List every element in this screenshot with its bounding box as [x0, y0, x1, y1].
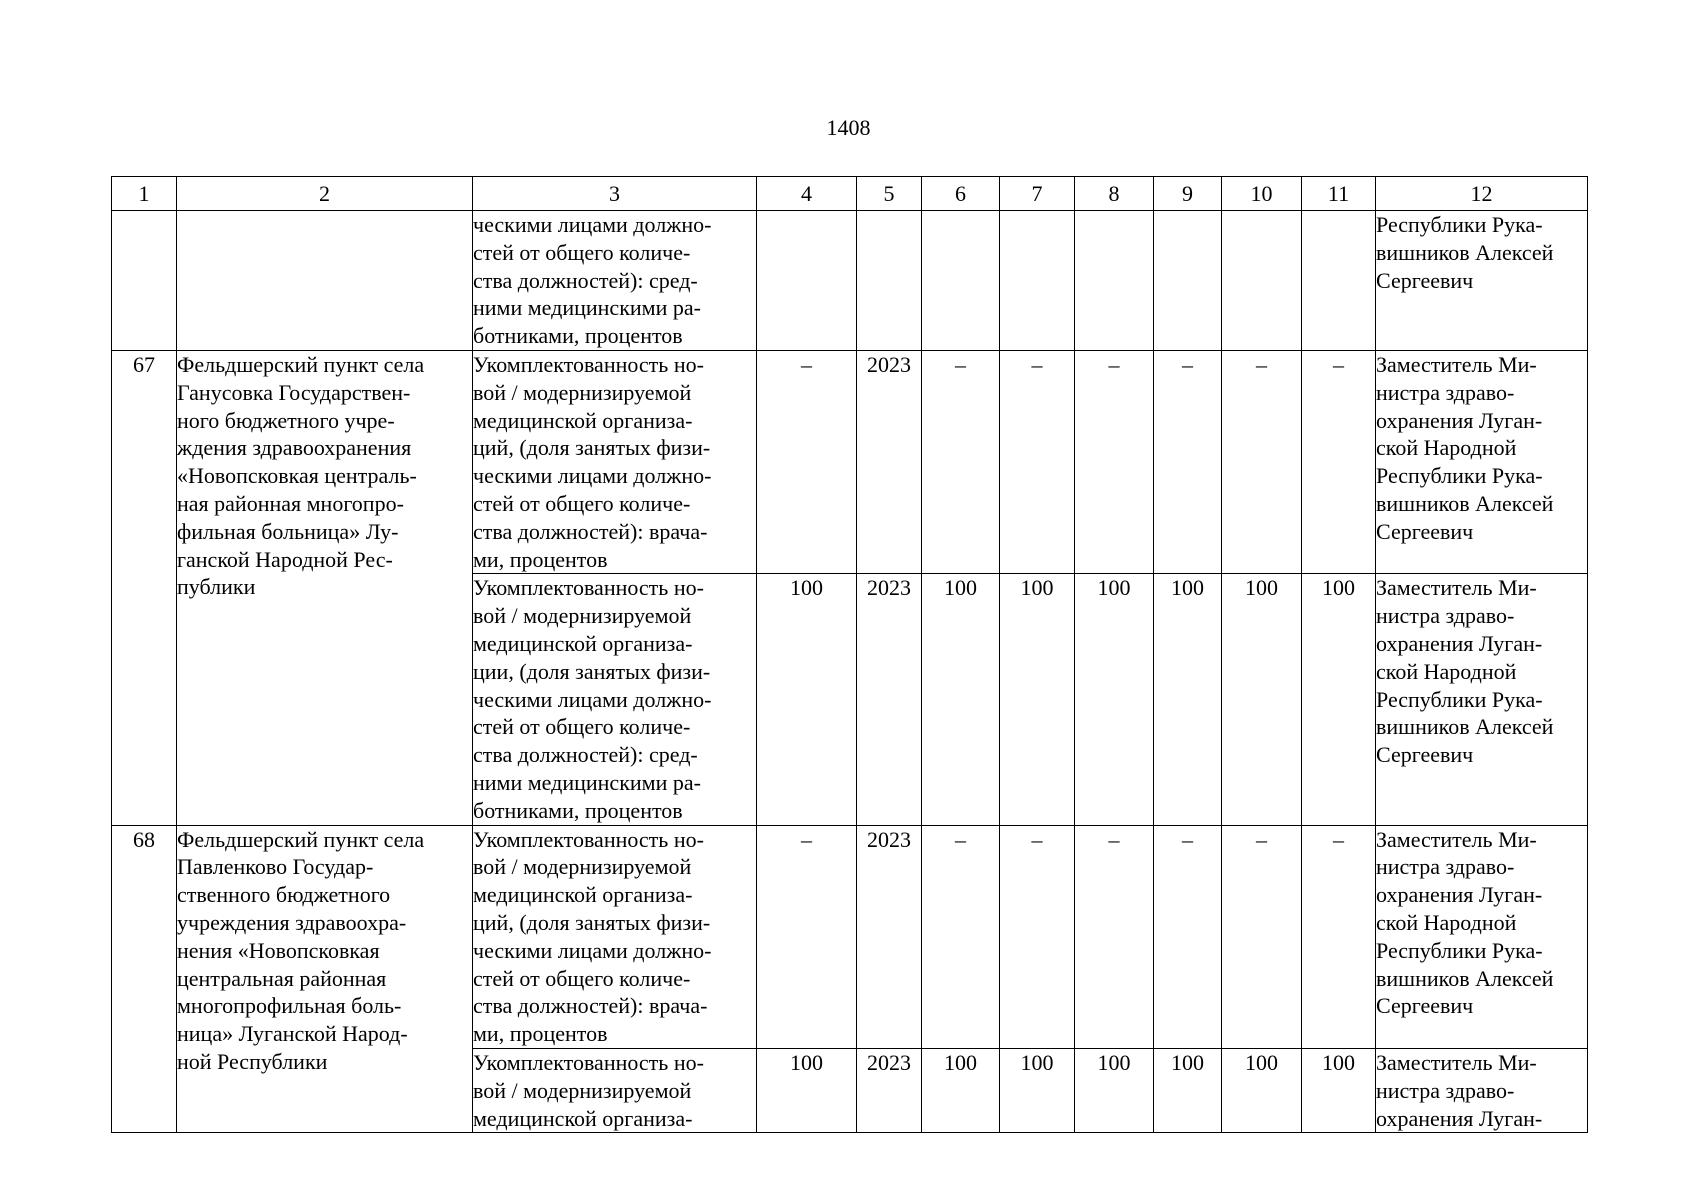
value-cell: 100	[1222, 1048, 1302, 1132]
value-cell	[922, 211, 1000, 351]
value-cell	[1302, 211, 1376, 351]
value-cell: –	[1154, 825, 1222, 1048]
responsible-cell: Заместитель Ми- нистра здраво- охранения Луган- ской Народной Республики Рука- вишников Алексей Сергеевич	[1376, 825, 1588, 1048]
value-cell: 100	[1154, 1048, 1222, 1132]
row-number: 67	[112, 350, 177, 825]
value-cell: –	[1154, 350, 1222, 573]
column-header: 10	[1222, 177, 1302, 211]
value-cell: 100	[1075, 574, 1154, 825]
value-cell: –	[1000, 350, 1075, 573]
responsible-cell: Заместитель Ми- нистра здраво- охранения Луган- ской Народной Республики Рука- вишников Алексей Сергеевич	[1376, 574, 1588, 825]
value-cell: 2023	[857, 574, 922, 825]
value-cell: 100	[1154, 574, 1222, 825]
value-cell: 100	[922, 574, 1000, 825]
column-header: 4	[757, 177, 857, 211]
indicator-cell: Укомплектованность но- вой / модернизируемой медицинской организа- ций, (доля занятых физи- ческими лицами должно- стей от общего количе- ства должностей): врача- ми, процентов	[473, 350, 757, 573]
value-cell: 2023	[857, 1048, 922, 1132]
value-cell: 100	[757, 574, 857, 825]
value-cell	[1222, 211, 1302, 351]
responsible-cell: Заместитель Ми- нистра здраво- охранения Луган- ской Народной Республики Рука- вишников Алексей Сергеевич	[1376, 350, 1588, 573]
column-header: 6	[922, 177, 1000, 211]
organization-cell	[177, 211, 473, 351]
page-number: 1408	[826, 115, 871, 140]
table-row	[112, 211, 1588, 351]
organization-cell: Фельдшерский пункт села Ганусовка Государствен- ного бюджетного учре- ждения здравоохранения «Новопсковкая централь- ная районная многопро- фильная больница» Лу- ганской Народной Рес- публики	[177, 350, 473, 825]
responsible-cell: Республики Рука- вишников Алексей Сергеевич	[1376, 211, 1588, 351]
value-cell: 100	[922, 1048, 1000, 1132]
row-number: 68	[112, 825, 177, 1133]
value-cell	[1000, 211, 1075, 351]
value-cell: 100	[1000, 1048, 1075, 1132]
row-number	[112, 211, 177, 351]
value-cell: –	[757, 350, 857, 573]
organization-cell: Фельдшерский пункт села Павленково Государ- ственного бюджетного учреждения здравоохра- нения «Новопсковкая центральная районная многопрофильная боль- ница» Луганской Народ- ной Республики	[177, 825, 473, 1133]
value-cell: –	[1075, 350, 1154, 573]
column-header: 1	[112, 177, 177, 211]
table-row	[112, 825, 1588, 1048]
column-header: 2	[177, 177, 473, 211]
value-cell: 100	[1302, 574, 1376, 825]
value-cell: –	[757, 825, 857, 1048]
value-cell: 100	[757, 1048, 857, 1132]
value-cell: –	[1075, 825, 1154, 1048]
value-cell	[857, 211, 922, 351]
indicator-cell: ческими лицами должно- стей от общего количе- ства должностей): сред- ними медицинскими ра- ботниками, процентов	[473, 211, 757, 351]
value-cell: –	[1302, 825, 1376, 1048]
table-row	[112, 350, 1588, 573]
value-cell: –	[1000, 825, 1075, 1048]
value-cell	[1075, 211, 1154, 351]
value-cell	[757, 211, 857, 351]
value-cell: 100	[1222, 574, 1302, 825]
value-cell: –	[1222, 825, 1302, 1048]
indicator-cell: Укомплектованность но- вой / модернизируемой медицинской организа- ции, (доля занятых физи- ческими лицами должно- стей от общего количе- ства должностей): сред- ними медицинскими ра- ботниками, процентов	[473, 574, 757, 825]
column-header: 12	[1376, 177, 1588, 211]
header-row	[112, 177, 1588, 211]
value-cell	[1154, 211, 1222, 351]
value-cell: –	[922, 825, 1000, 1048]
value-cell: 100	[1075, 1048, 1154, 1132]
column-header: 9	[1154, 177, 1222, 211]
indicator-cell: Укомплектованность но- вой / модернизируемой медицинской организа- ций, (доля занятых физи- ческими лицами должно- стей от общего количе- ства должностей): врача- ми, процентов	[473, 825, 757, 1048]
value-cell: –	[1302, 350, 1376, 573]
value-cell: –	[922, 350, 1000, 573]
value-cell: 2023	[857, 350, 922, 573]
column-header: 3	[473, 177, 757, 211]
column-header: 11	[1302, 177, 1376, 211]
value-cell: 100	[1000, 574, 1075, 825]
indicator-cell: Укомплектованность но- вой / модернизируемой медицинской организа-	[473, 1048, 757, 1132]
data-table	[111, 176, 1588, 1133]
column-header: 8	[1075, 177, 1154, 211]
value-cell: 2023	[857, 825, 922, 1048]
column-header: 7	[1000, 177, 1075, 211]
value-cell: –	[1222, 350, 1302, 573]
value-cell: 100	[1302, 1048, 1376, 1132]
column-header: 5	[857, 177, 922, 211]
responsible-cell: Заместитель Ми- нистра здраво- охранения Луган-	[1376, 1048, 1588, 1132]
